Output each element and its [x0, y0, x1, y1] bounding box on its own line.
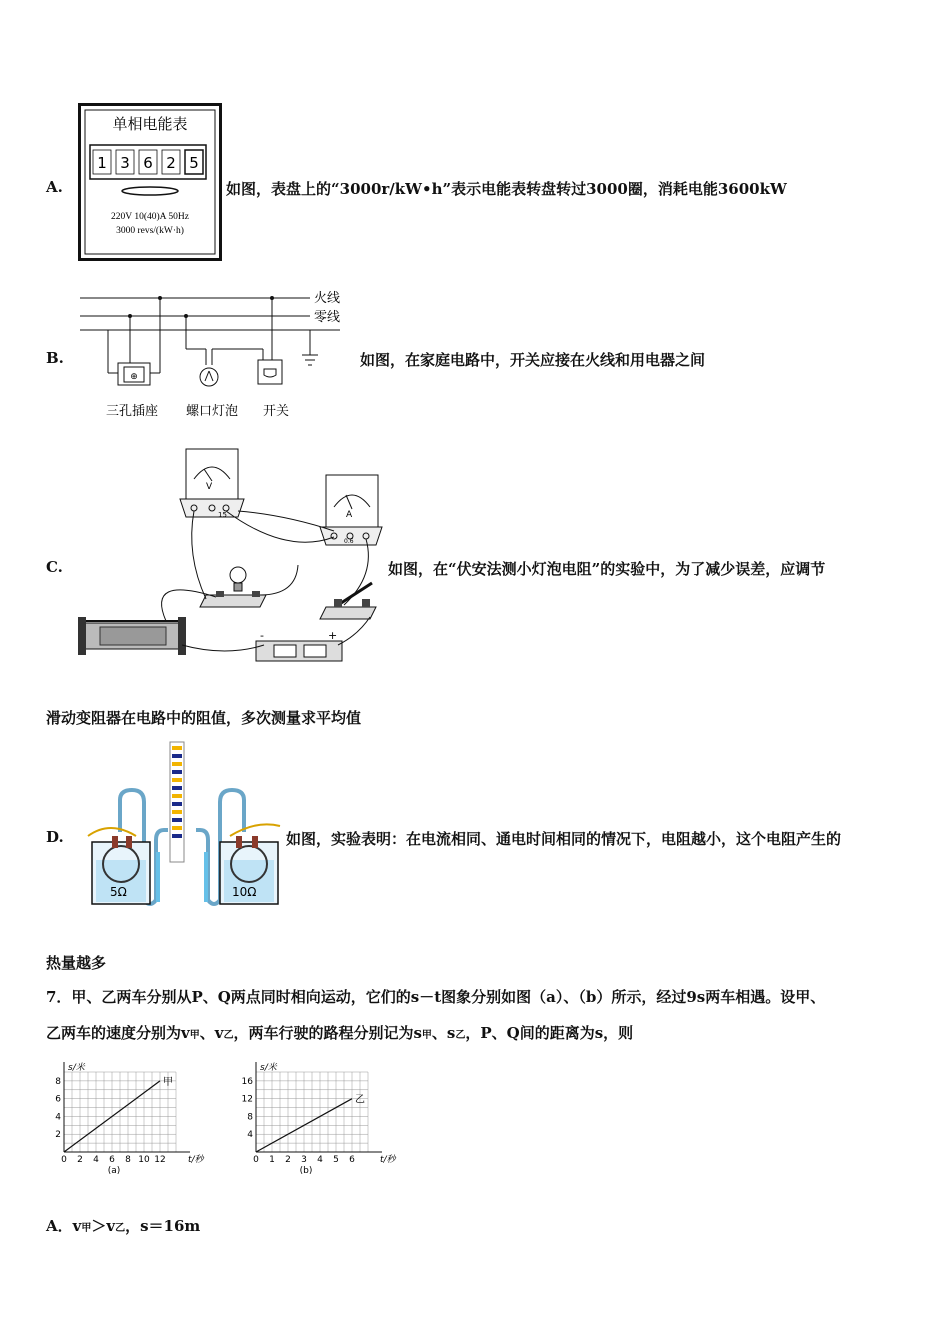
option-b-label: B.	[46, 349, 64, 367]
series-label: 乙	[355, 1094, 365, 1106]
scale-stripe	[172, 770, 182, 774]
meter-spec-1: 220V 10(40)A 50Hz	[111, 212, 189, 222]
x-axis-label: t/秒	[380, 1155, 396, 1165]
x-tick-label: 4	[317, 1155, 323, 1165]
svg-text:15: 15	[218, 511, 227, 519]
chart-b	[238, 1054, 408, 1178]
scale-stripe	[172, 778, 182, 782]
scale-stripe	[172, 834, 182, 838]
x-tick-label: 2	[285, 1155, 291, 1165]
socket-label: 三孔插座	[105, 404, 159, 419]
meter-digit: 2	[166, 154, 176, 172]
chart-title: (a)	[107, 1166, 121, 1176]
electric-meter-figure	[78, 103, 222, 261]
scale-stripe	[172, 826, 182, 830]
beaker-10-ohm	[220, 836, 278, 904]
lamp-icon	[200, 567, 266, 607]
voltmeter-icon	[180, 449, 244, 519]
y-tick-label: 12	[241, 1094, 253, 1105]
x-tick-label: 12	[154, 1155, 166, 1165]
option-c-text-1: 如图，在“伏安法测小灯泡电阻”的实验中，为了减少误差，应调节	[388, 560, 826, 578]
y-tick-label: 2	[55, 1130, 61, 1141]
y-tick-label: 6	[55, 1094, 61, 1105]
option-b-text: 如图，在家庭电路中，开关应接在火线和用电器之间	[360, 351, 706, 369]
scale-stripe	[172, 786, 182, 790]
x-tick-label: 5	[333, 1155, 339, 1165]
svg-text:+: +	[328, 629, 338, 642]
meter-spec-2: 3000 revs/(kW·h)	[116, 226, 184, 236]
svg-text:0.6: 0.6	[344, 538, 354, 545]
series-label: 甲	[163, 1076, 173, 1088]
x-tick-label: 0	[253, 1155, 259, 1165]
resistor-10-label: 10Ω	[232, 885, 257, 899]
scale-stripe	[172, 754, 182, 758]
y-axis-label: s/米	[68, 1063, 85, 1073]
x-tick-label: 6	[109, 1155, 115, 1165]
y-tick-label: 16	[241, 1076, 253, 1087]
meter-digit: 6	[143, 154, 153, 172]
x-tick-label: 1	[269, 1155, 275, 1165]
y-axis-label: s/米	[260, 1063, 277, 1073]
household-circuit-figure	[78, 285, 358, 425]
scale-stripe	[172, 794, 182, 798]
x-tick-label: 3	[301, 1155, 307, 1165]
meter-title: 单相电能表	[112, 115, 188, 133]
scale-stripe	[172, 810, 182, 814]
question-7-line-2: 乙两车的速度分别为v甲、v乙，两车行驶的路程分别记为s甲、s乙，P、Q间的距离为s，则	[46, 1024, 634, 1042]
option-a-label: A.	[46, 178, 63, 196]
option-d-text-2: 热量越多	[46, 954, 107, 972]
rheostat-icon	[78, 617, 186, 655]
svg-text:V: V	[206, 482, 213, 492]
switch-label: 开关	[262, 404, 290, 419]
resistor-5-label: 5Ω	[110, 885, 127, 899]
joule-heat-figure	[80, 740, 286, 908]
svg-text:-: -	[260, 629, 264, 642]
x-axis-label: t/秒	[188, 1155, 204, 1165]
x-tick-label: 4	[93, 1155, 99, 1165]
scale-stripe	[172, 746, 182, 750]
ammeter-icon	[320, 475, 382, 545]
chart-a	[46, 1054, 216, 1178]
socket-icon: ⊕	[130, 372, 138, 382]
y-tick-label: 8	[247, 1112, 253, 1123]
y-tick-label: 4	[55, 1112, 61, 1123]
y-tick-label: 4	[247, 1130, 253, 1141]
y-tick-label: 8	[55, 1076, 61, 1087]
option-d-text-1: 如图，实验表明：在电流相同、通电时间相同的情况下，电阻越小，这个电阻产生的	[286, 830, 842, 848]
x-tick-label: 0	[61, 1155, 67, 1165]
meter-digit: 3	[120, 154, 130, 172]
fire-wire-label: 火线	[314, 291, 341, 306]
question-7-line-1: 7．甲、乙两车分别从P、Q两点同时相向运动，它们的s－t图象分别如图（a）、（b）所示，经过9s两车相遇。设甲、	[46, 988, 826, 1006]
bulb-label: 螺口灯泡	[185, 404, 239, 419]
x-tick-label: 8	[125, 1155, 131, 1165]
bulb-icon	[200, 368, 218, 386]
answer-option-a: A．v甲＞v乙，s＝16m	[46, 1217, 201, 1235]
option-c-label: C.	[46, 558, 63, 576]
svg-text:A: A	[346, 510, 353, 520]
beaker-5-ohm	[92, 836, 150, 904]
scale-stripe	[172, 818, 182, 822]
scale-stripe	[172, 762, 182, 766]
zero-wire-label: 零线	[314, 310, 341, 325]
scale-stripe	[172, 802, 182, 806]
x-tick-label: 2	[77, 1155, 83, 1165]
option-a-text: 如图，表盘上的“3000r/kW•h”表示电能表转盘转过3000圈，消耗电能3600kW	[226, 180, 787, 198]
battery-icon	[256, 629, 342, 661]
x-tick-label: 6	[349, 1155, 355, 1165]
meter-digit: 1	[97, 154, 107, 172]
chart-title: (b)	[299, 1166, 313, 1176]
switch-icon	[258, 360, 282, 384]
voltammetry-circuit-figure	[76, 445, 386, 670]
meter-digit: 5	[189, 154, 199, 172]
x-tick-label: 10	[138, 1155, 150, 1165]
option-c-text-2: 滑动变阻器在电路中的阻值，多次测量求平均值	[46, 709, 362, 727]
option-d-label: D.	[46, 828, 64, 846]
